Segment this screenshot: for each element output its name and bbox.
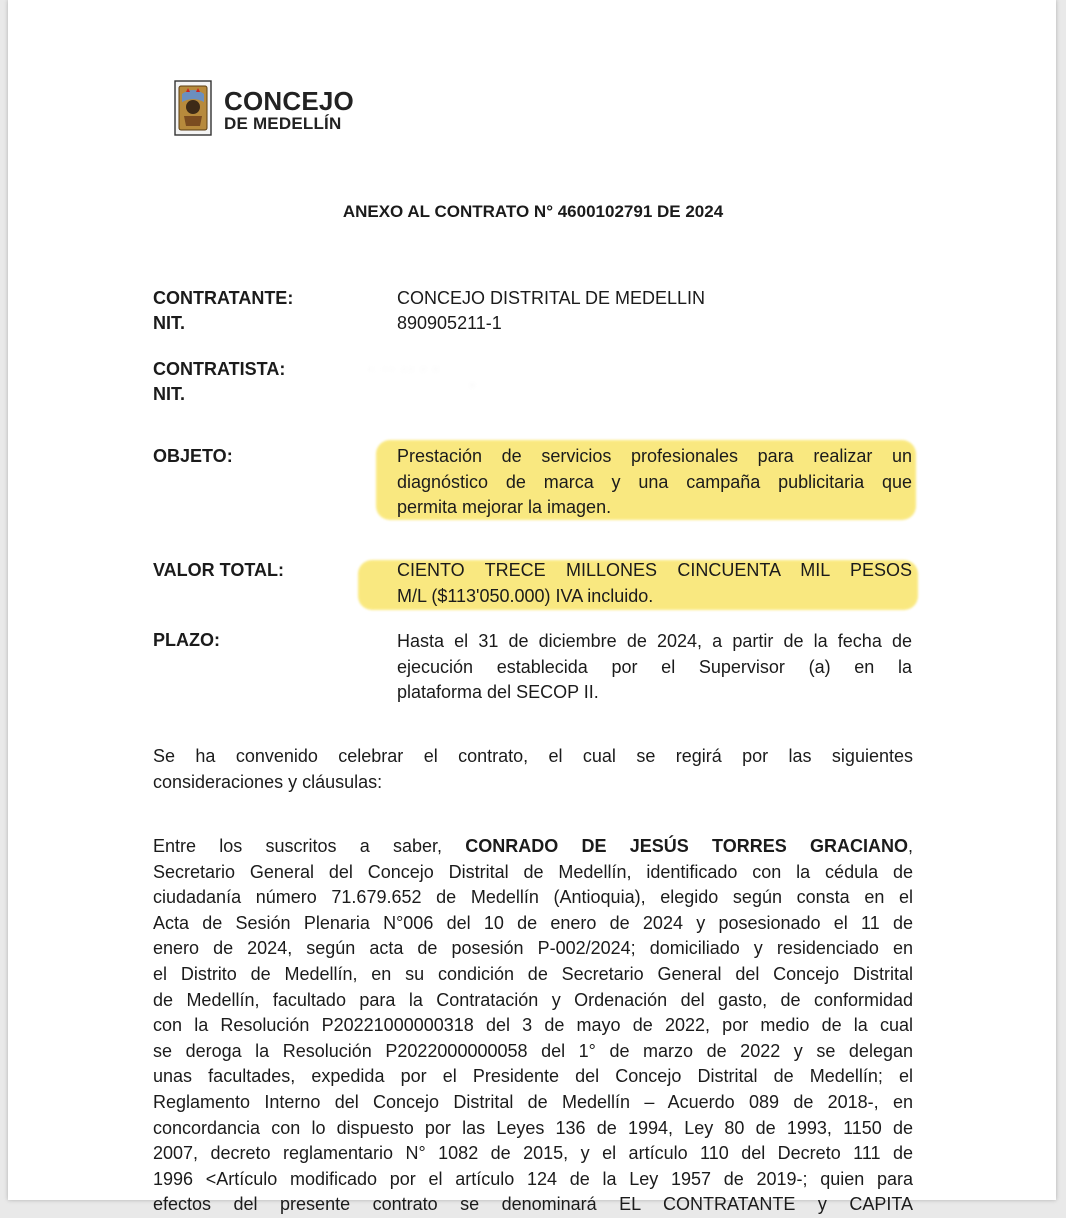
plazo-label: PLAZO:: [153, 630, 220, 650]
contratante-label: CONTRATANTE:: [153, 288, 294, 308]
document-title: ANEXO AL CONTRATO N° 4600102791 DE 2024: [342, 202, 724, 221]
contratista-label: CONTRATISTA:: [153, 359, 286, 379]
body-prefix: Entre los suscritos a saber,: [153, 836, 466, 856]
body-paragraph: [153, 834, 913, 1215]
objeto-value: [397, 444, 912, 521]
body-line: Acta de Sesión Plenaria N°006 del 10 de enero de 2024 y posesionado el 11 de: [153, 912, 913, 933]
plazo-line: plataforma del SECOP II.: [397, 682, 599, 703]
concejo-logo: [166, 80, 386, 138]
valor-value: [397, 558, 912, 609]
body-line: concordancia con lo dispuesto por las Leyes 136 de 1994, Ley 80 de 1993, 1150 de: [153, 1117, 913, 1138]
valor-line: CIENTO TRECE MILLONES CINCUENTA MIL PESOS: [397, 560, 912, 580]
objeto-line: Prestación de servicios profesionales para realizar un: [397, 446, 912, 466]
objeto-line: diagnóstico de marca y una campaña publicitaria que: [397, 471, 912, 492]
org-name-line2: DE MEDELLÍN: [224, 114, 342, 133]
body-line-cut: efectos del presente contrato se denominará EL CONTRATANTE y CAPITA: [153, 1194, 913, 1215]
body-line: de Medellín, facultado para la Contratación y Ordenación del gasto, de conformidad: [153, 989, 913, 1010]
body-line: enero de 2024, según acta de posesión P-002/2024; domiciliado y residenciado en: [153, 938, 913, 959]
body-line: ciudadanía número 71.679.652 de Medellín (Antioquia), elegido según consta en el: [153, 887, 913, 908]
org-name-line1: CONCEJO: [224, 86, 354, 116]
plazo-value: [397, 629, 912, 706]
objeto-label: OBJETO:: [153, 446, 233, 466]
body-suffix: ,: [907, 836, 913, 856]
plazo-line: ejecución establecida por el Supervisor (a) en la: [397, 656, 912, 677]
body-line: se deroga la Resolución P2022000000058 del 1° de marzo de 2022 y se delegan: [153, 1040, 913, 1061]
signer-name: CONRADO DE JESÚS TORRES GRACIANO: [465, 836, 908, 856]
redacted-contratista: [370, 356, 570, 402]
valor-line: M/L ($113'050.000) IVA incluido.: [397, 585, 654, 606]
intro-paragraph: [153, 744, 913, 795]
nit-label-contratante: NIT.: [153, 313, 186, 333]
document-page: [8, 0, 1056, 1215]
valor-label: VALOR TOTAL:: [153, 560, 284, 580]
body-line: el Distrito de Medellín, en su condición de Secretario General del Concejo Distrital: [153, 963, 913, 984]
nit-label-contratista: NIT.: [153, 384, 186, 404]
body-line: Secretario General del Concejo Distrital de Medellín, identificado con la cédula de: [153, 861, 913, 882]
intro-line: consideraciones y cláusulas:: [153, 771, 383, 792]
body-line-first: [153, 834, 913, 860]
body-line: unas facultades, expedida por el Presidente del Concejo Distrital de Medellín; el: [153, 1066, 913, 1087]
body-line: Reglamento Interno del Concejo Distrital de Medellín – Acuerdo 089 de 2018-, en: [153, 1091, 913, 1112]
contratante-value: CONCEJO DISTRITAL DE MEDELLIN: [397, 288, 706, 308]
body-line: 1996 <Artículo modificado por el artículo 124 de la Ley 1957 de 2019-; quien para: [153, 1168, 913, 1189]
coat-of-arms-icon: [174, 80, 212, 136]
intro-line: Se ha convenido celebrar el contrato, el cual se regirá por las siguientes: [153, 746, 913, 766]
objeto-line: permita mejorar la imagen.: [397, 497, 612, 518]
plazo-line: Hasta el 31 de diciembre de 2024, a partir de la fecha de: [397, 631, 912, 651]
nit-value-contratante: 890905211-1: [397, 313, 502, 333]
body-line: 2007, decreto reglamentario N° 1082 de 2015, y el artículo 110 del Decreto 111 de: [153, 1143, 913, 1164]
body-line: con la Resolución P20221000000318 del 3 de mayo de 2022, por medio de la cual: [153, 1015, 913, 1036]
